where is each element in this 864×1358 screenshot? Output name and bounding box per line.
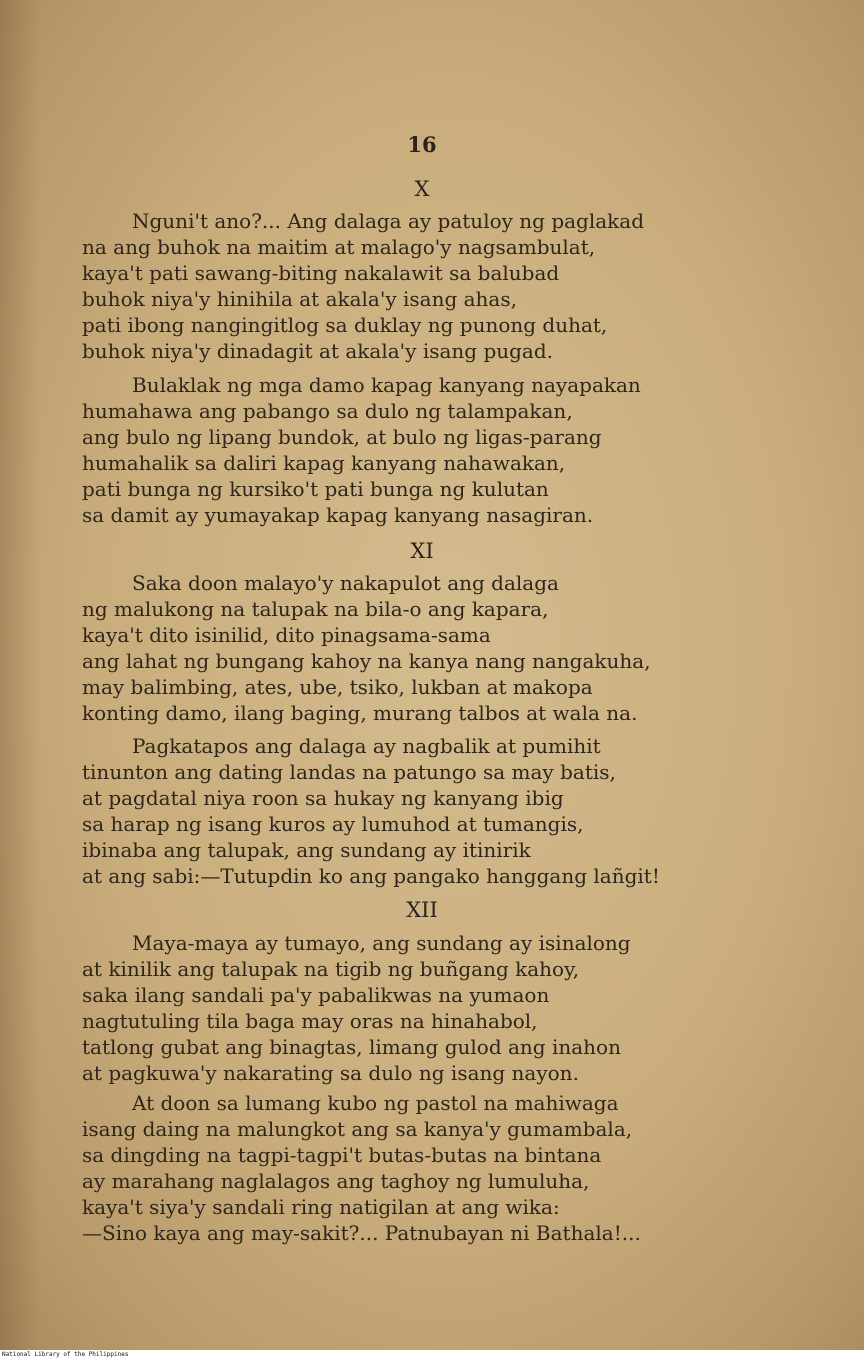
verse-line: at ang sabi:—Tutupdin ko ang pangako hanggang lañgit! bbox=[82, 864, 660, 888]
verse-line: at pagdatal niya roon sa hukay ng kanyang ibig bbox=[82, 786, 564, 810]
verse-line: buhok niya'y dinadagit at akala'y isang pugad. bbox=[82, 339, 554, 363]
verse-line: at kinilik ang talupak na tigib ng buñgang kahoy, bbox=[82, 957, 580, 981]
verse-line: ng malukong na talupak na bila-o ang kapara, bbox=[82, 597, 549, 621]
verse-line: ibinaba ang talupak, ang sundang ay itinirik bbox=[82, 838, 531, 862]
verse-line: ang lahat ng bungang kahoy na kanya nang nangakuha, bbox=[82, 649, 651, 673]
page-number: 16 bbox=[407, 132, 437, 157]
verse-line: —Sino kaya ang may-sakit?... Patnubayan ni Bathala!... bbox=[82, 1221, 641, 1245]
stanza bbox=[82, 208, 742, 364]
verse-line: isang daing na malungkot ang sa kanya'y gumambala, bbox=[82, 1117, 633, 1141]
section-heading-xi: XI bbox=[410, 539, 434, 563]
stanza bbox=[82, 570, 742, 726]
verse-line: humahawa ang pabango sa dulo ng talampakan, bbox=[82, 399, 573, 423]
verse-line: humahalik sa daliri kapag kanyang nahawakan, bbox=[82, 451, 566, 475]
stanza bbox=[82, 930, 742, 1086]
verse-line: tatlong gubat ang binagtas, limang gulod ang inahon bbox=[82, 1035, 621, 1059]
verse-line: At doon sa lumang kubo ng pastol na mahiwaga bbox=[132, 1091, 619, 1115]
verse-line: sa harap ng isang kuros ay lumuhod at tumangis, bbox=[82, 812, 584, 836]
stanza bbox=[82, 733, 742, 889]
verse-line: Pagkatapos ang dalaga ay nagbalik at pumihit bbox=[132, 734, 601, 758]
verse-line: konting damo, ilang baging, murang talbos at wala na. bbox=[82, 701, 638, 725]
verse-line: sa dingding na tagpi-tagpi't butas-butas na bintana bbox=[82, 1143, 602, 1167]
verse-line: saka ilang sandali pa'y pabalikwas na yumaon bbox=[82, 983, 550, 1007]
verse-line: ay marahang naglalagos ang taghoy ng lumuluha, bbox=[82, 1169, 590, 1193]
verse-line: Maya-maya ay tumayo, ang sundang ay isinalong bbox=[132, 931, 631, 955]
library-credit: National Library of the Philippines bbox=[2, 1351, 129, 1358]
verse-line: kaya't dito isinilid, dito pinagsama-sama bbox=[82, 623, 491, 647]
verse-line: Saka doon malayo'y nakapulot ang dalaga bbox=[132, 571, 559, 595]
section-heading-xii: XII bbox=[406, 898, 438, 922]
verse-line: na ang buhok na maitim at malago'y nagsambulat, bbox=[82, 235, 596, 259]
verse-line: kaya't siya'y sandali ring natigilan at ang wika: bbox=[82, 1195, 560, 1219]
verse-line: pati bunga ng kursiko't pati bunga ng kulutan bbox=[82, 477, 549, 501]
verse-line: sa damit ay yumayakap kapag kanyang nasagiran. bbox=[82, 503, 594, 527]
stanza bbox=[82, 1090, 742, 1246]
verse-line: ang bulo ng lipang bundok, at bulo ng ligas-parang bbox=[82, 425, 602, 449]
verse-line: pati ibong nangingitlog sa duklay ng punong duhat, bbox=[82, 313, 608, 337]
verse-line: may balimbing, ates, ube, tsiko, lukban at makopa bbox=[82, 675, 593, 699]
verse-line: Nguni't ano?... Ang dalaga ay patuloy ng paglakad bbox=[132, 209, 645, 233]
verse-line: kaya't pati sawang-biting nakalawit sa balubad bbox=[82, 261, 560, 285]
stanza bbox=[82, 372, 742, 528]
verse-line: nagtutuling tila baga may oras na hinahabol, bbox=[82, 1009, 538, 1033]
verse-line: tinunton ang dating landas na patungo sa may batis, bbox=[82, 760, 616, 784]
verse-line: Bulaklak ng mga damo kapag kanyang nayapakan bbox=[132, 373, 641, 397]
section-heading-x: X bbox=[414, 177, 430, 201]
verse-line: at pagkuwa'y nakarating sa dulo ng isang nayon. bbox=[82, 1061, 579, 1085]
verse-line: buhok niya'y hinihila at akala'y isang ahas, bbox=[82, 287, 517, 311]
